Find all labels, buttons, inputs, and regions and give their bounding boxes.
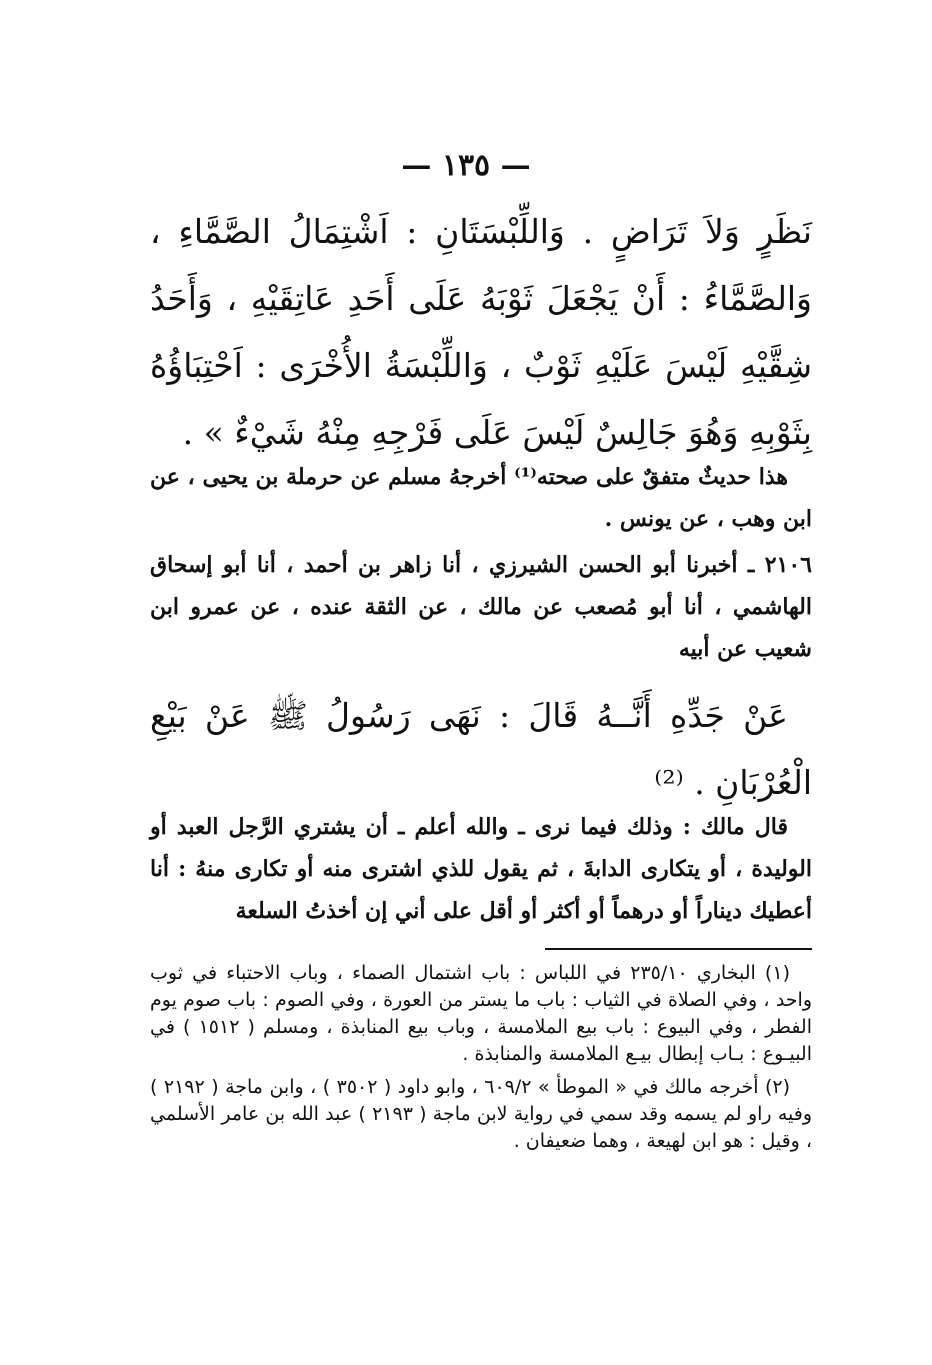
footnote-1: (١) البخاري ٢٣٥/١٠ في اللباس : باب اشتمال الصماء ، وباب الاحتباء في ثوب واحد ، وفي الصلاة في الثياب : باب ما يستر من العورة ، وفي الصوم : باب صوم يوم الفطر ، وفي البيوع : باب بيع الملامسة ، وباب بيع المنابذة ، ومسلم ( ١٥١٢ ) في البيـوع : بـاب إبطال بيـع الملامسة والمنابذة . [150,962,812,1065]
hadith-text-continuation: نَظَرٍ وَلاَ تَرَاضٍ . وَاللِّبْسَتَانِ : اَشْتِمَالُ الصَّمَّاءِ ، وَالصَّمَّاءُ : أَنْ يَجْعَلَ ثَوْبَهُ عَلَى أَحَدِ عَاتِقَيْهِ ، وَأَحَدُ شِقَّيْهِ لَيْسَ عَلَيْهِ ثَوْبٌ ، وَاللِّبْسَةُ الأُخْرَى : اَحْتِبَاؤُهُ بِثَوْبِهِ وَهُوَ جَالِسٌ لَيْسَ عَلَى فَرْجِهِ مِنْهُ شَيْءٌ » . [150,212,812,452]
page-number: — ١٣٥ — [401,148,531,183]
footnote-divider [545,948,812,950]
commentary-paragraph: هذا حديثٌ متفقٌ على صحته⁽¹⁾ أخرجهُ مسلم عن حرملة بن يحيى ، عن ابن وهب ، عن يونس . [150,464,812,532]
hadith-text: عَنْ جَدِّهِ أَنَّــهُ قَالَ : نَهَى رَسُولُ ﷺ عَنْ بَيْعِ الْعُرْبَانِ . ⁽²⁾ [150,696,812,802]
commentary-paragraph-malik: قال مالك : وذلك فيما نرى ـ والله أعلم ـ أن يشتري الرَّجل العبد أو الوليدة ، أو يتكارى الدابةَ ، ثم يقول للذي اشترى منه أو تكارى منهُ : أنا أعطيك ديناراً أو درهماً أو أكثر أو أقل على أني إن أخذتُ السلعة [150,814,812,924]
isnad-paragraph: ٢١٠٦ ـ أخبرنا أبو الحسن الشيرزي ، أنا زاهر بن أحمد ، أنا أبو إسحاق الهاشمي ، أنا أبو مُصعب عن مالك ، عن الثقة عنده ، عن عمرو ابن شعيب عن أبيه [150,552,812,662]
footnote-2: (٢) أخرجه مالك في « الموطأ » ٦٠٩/٢ ، وابو داود ( ٣٥٠٢ ) ، وابن ماجة ( ٢١٩٢ ) وفيه راو لم يسمه وقد سمي في رواية لابن ماجة ( ٢١٩٣ ) عبد الله بن عامر الأسلمي ، وقيل : هو ابن لهيعة ، وهما ضعيفان . [150,1076,812,1152]
footnotes [150,960,812,1161]
